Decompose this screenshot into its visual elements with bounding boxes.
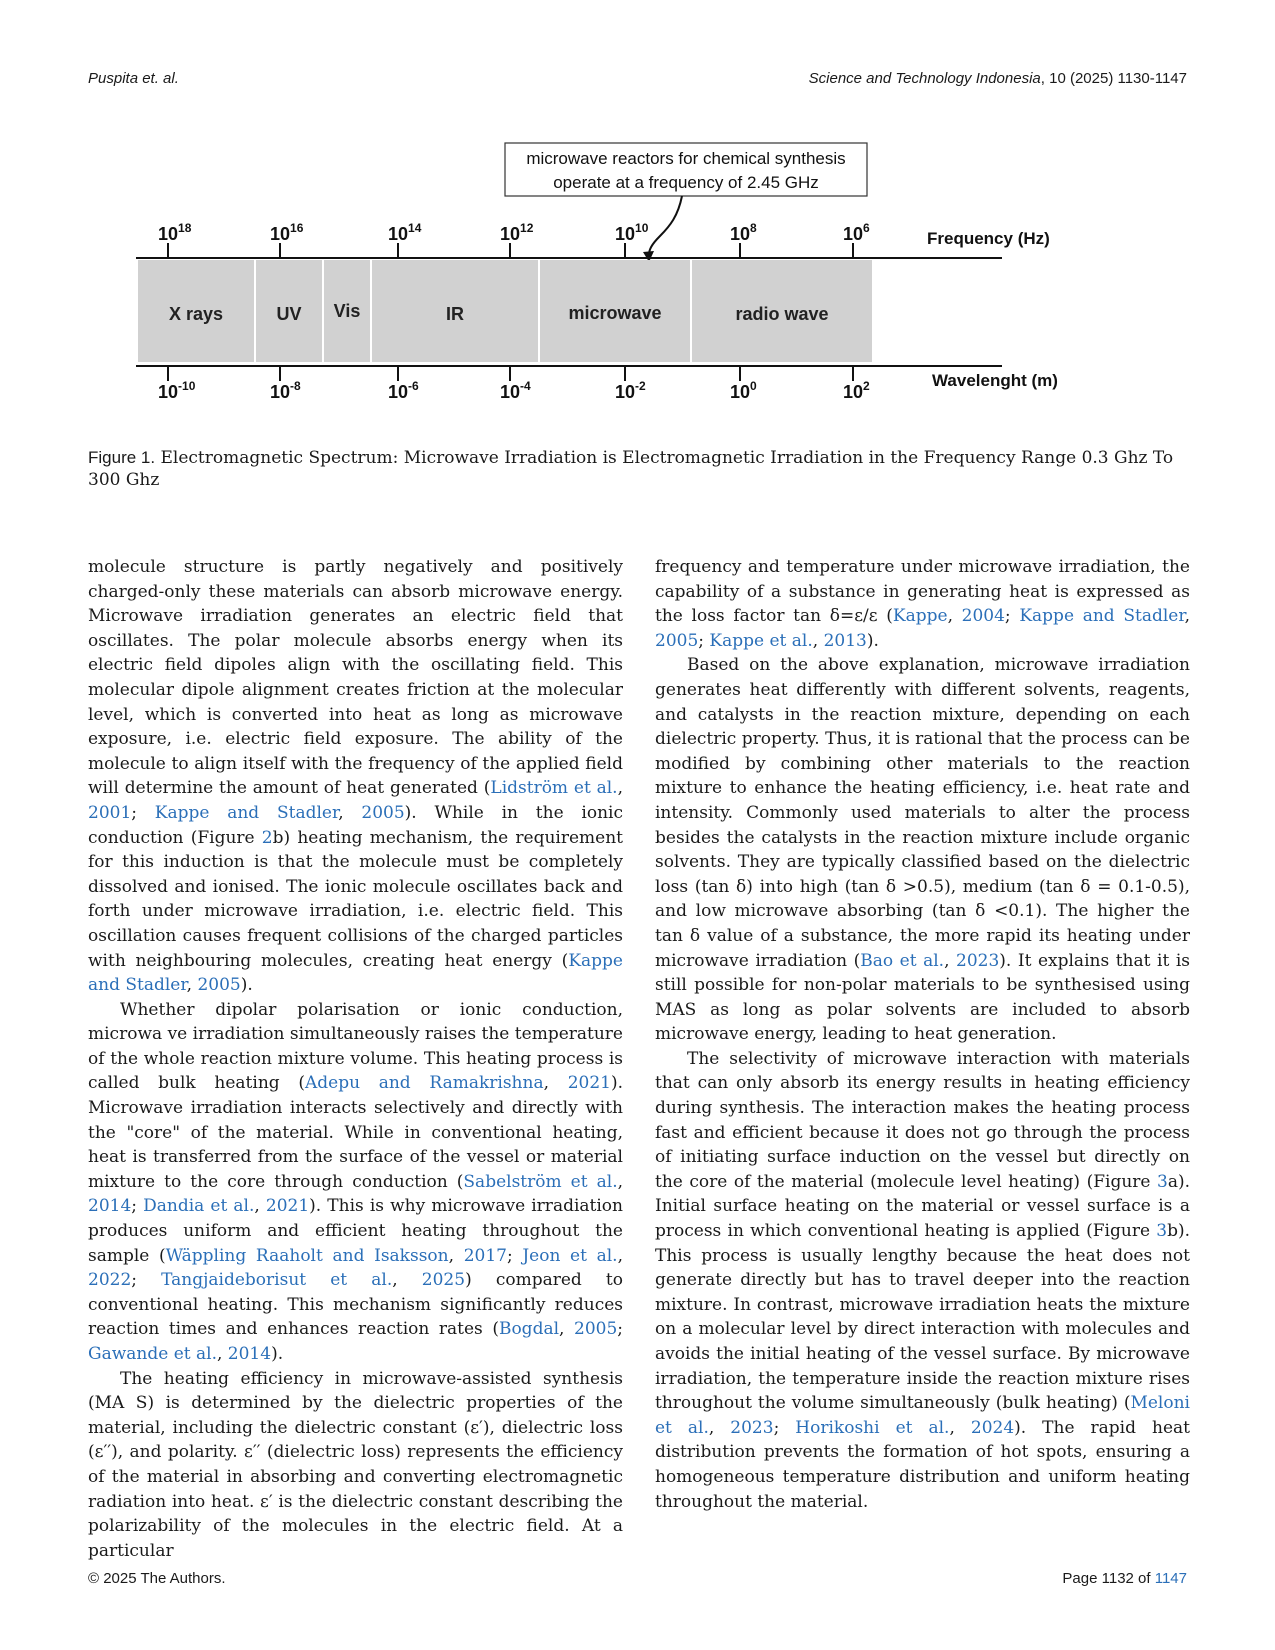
callout-arrow [649, 196, 682, 258]
wavelength-tick-base: 10 [500, 382, 521, 402]
wavelength-tick-label [388, 379, 419, 402]
paragraph-text: ; [1004, 606, 1020, 627]
paragraph-text: Based on the above explanation, microwave irradiation generates heat differently with different solvents, reagents, and catalysts in the reaction mixture, depending on each dielectric property. Thus, it is rational that the process can be modified by combining other materials to the reaction mixture to enhance the heating efficiency, i.e. heat rate and intensity. Commonly used materials to alter the process besides the catalysts in the reaction mixture include organic solvents. They are typically classified based on the dielectric loss (tan δ) into high (tan δ >0.5), medium (tan δ = 0.1-0.5), and low microwave absorbing (tan δ <0.1). The higher the tan δ value of a substance, the more rapid its heating under microwave irradiation ( [655, 655, 1190, 971]
caption-label: Figure 1. [88, 448, 156, 467]
citation-link[interactable]: 2023 [730, 1417, 774, 1438]
frequency-ticks [158, 221, 870, 258]
wavelength-ticks [158, 366, 870, 402]
band-label: X rays [168, 304, 224, 324]
frequency-tick-label [730, 221, 757, 244]
footer-copyright: © 2025 The Authors. [88, 1570, 226, 1587]
frequency-tick-label [500, 221, 534, 244]
paragraph-text: , [216, 1344, 228, 1364]
paragraph [88, 555, 623, 998]
frequency-tick-label [615, 221, 649, 244]
page-total-link[interactable]: 1147 [1154, 1570, 1187, 1587]
citation-link[interactable]: 2013 [823, 630, 867, 651]
citation-link[interactable]: Tangjaideborisut et al. [161, 1270, 393, 1291]
wavelength-tick-exponent: 2 [863, 379, 870, 393]
paragraph-text: , [392, 1270, 422, 1291]
paragraph-text: Whether dipolar polarisation or ionic conduction, microwa ve irradiation simultaneously raises the temperature of the whole reaction mixture volume. This heating process is called bulk heating ( [88, 999, 623, 1094]
paragraph-text: ). [866, 630, 879, 651]
caption-text: Electromagnetic Spectrum: Microwave Irradiation is Electromagnetic Irradiation in the Frequency Range 0.3 Ghz To 300 Ghz [88, 448, 1174, 490]
journal-name: Science and Technology Indonesia [808, 70, 1041, 87]
citation-link[interactable]: Bao et al. [860, 950, 945, 971]
wavelength-tick-exponent: -10 [178, 379, 196, 393]
citation-link[interactable]: 2021 [265, 1196, 310, 1217]
paragraph-text: ). This is why microwave irradiation produces uniform and efficient heating throughout the sample ( [88, 1196, 623, 1266]
wavelength-axis-label: Wavelenght (m) [932, 371, 1058, 390]
citation-link[interactable]: Kappe [892, 606, 948, 627]
frequency-tick-base: 10 [615, 224, 636, 244]
citation-link[interactable]: Dandia et al. [143, 1196, 255, 1217]
callout-line-2: operate at a frequency of 2.45 GHz [553, 173, 819, 192]
paragraph-text: ). Microwave irradiation interacts selectively and directly with the "core" of the material. While in conventional heating, heat is transferred from the surface of the vessel or material mixture to the core through conduction ( [88, 1073, 623, 1192]
paragraph-text: ; [698, 630, 710, 651]
citation-link[interactable]: 2017 [463, 1245, 507, 1266]
frequency-tick-base: 10 [270, 224, 291, 244]
citation-link[interactable]: Meloni et al. [655, 1393, 1190, 1438]
figure-caption [88, 447, 1188, 491]
band-label: radio wave [735, 304, 829, 324]
paragraph-text: ; [131, 802, 155, 823]
paragraph-text: ). While in the ionic conduction (Figure [88, 802, 623, 848]
paragraph-text: , [448, 1245, 464, 1266]
paragraph-text: ) compared to conventional heating. This mechanism significantly reduces reaction times and enhances reaction rates ( [88, 1270, 623, 1340]
paragraph-text: The selectivity of microwave interaction with materials that can only absorb its energy results in heating efficiency during synthesis. The interaction makes the heating process fast and efficient because it does not go through the process of initiating surface induction on the vessel but directly on the core of the material (molecule level heating) (Figure [655, 1048, 1190, 1192]
paragraph-text: , [1184, 606, 1190, 627]
citation-link[interactable]: 2005 [574, 1319, 618, 1340]
wavelength-tick-label [158, 379, 196, 402]
band-label: microwave [568, 303, 662, 323]
wavelength-tick-label [270, 379, 301, 402]
citation-link[interactable]: 2005 [655, 630, 699, 651]
paragraph-text: , [708, 1417, 731, 1438]
wavelength-tick-base: 10 [615, 382, 636, 402]
wavelength-tick-exponent: 0 [750, 379, 757, 393]
paragraph-text: ). It explains that it is still possible for non-polar materials to be synthesised using MAS as long as polar solvents are included to absorb microwave energy, leading to heat generation. [655, 950, 1190, 1045]
right-column [655, 555, 1190, 1514]
frequency-tick-label [158, 221, 192, 244]
frequency-tick-exponent: 18 [178, 221, 192, 235]
frequency-tick-exponent: 10 [635, 221, 649, 235]
citation-link[interactable]: 2024 [970, 1417, 1015, 1438]
spectrum-diagram [130, 140, 1150, 430]
citation-link[interactable]: Sabelström et al. [463, 1171, 618, 1192]
citation-link[interactable]: 3 [1156, 1221, 1168, 1242]
frequency-tick-base: 10 [388, 224, 409, 244]
citation-link[interactable]: Bogdal [498, 1319, 560, 1340]
citation-link[interactable]: Lidström et al. [490, 778, 618, 799]
frequency-axis-label: Frequency (Hz) [927, 229, 1050, 248]
frequency-tick-base: 10 [500, 224, 521, 244]
figure-electromagnetic-spectrum [130, 140, 1150, 430]
running-header-journal [809, 70, 1187, 87]
citation-link[interactable]: Jeon et al. [522, 1245, 618, 1266]
citation-link[interactable]: Horikoshi et al. [795, 1417, 950, 1438]
wavelength-tick-label [500, 379, 531, 402]
paragraph-text: , [617, 1245, 623, 1266]
citation-link[interactable]: 2022 [88, 1270, 132, 1291]
paragraph [655, 1047, 1190, 1514]
frequency-tick-label [388, 221, 422, 244]
journal-volume-pages: , 10 (2025) 1130-1147 [1040, 70, 1187, 87]
paragraph-text: ; [617, 1319, 623, 1340]
citation-link[interactable]: Wäppling Raaholt and Isaksson [165, 1245, 449, 1266]
band-label: IR [446, 304, 464, 324]
frequency-tick-exponent: 8 [750, 221, 757, 235]
paragraph-text: ). [240, 975, 253, 996]
band-label: UV [276, 304, 302, 324]
paragraph-text: frequency and temperature under microwave irradiation, the capability of a substance in generating heat is expressed as the loss factor tan δ=ε/ε ( [655, 557, 1190, 627]
citation-link[interactable]: 2014 [227, 1344, 272, 1364]
citation-link[interactable]: 2023 [956, 950, 1000, 971]
citation-link[interactable]: Gawande et al. [88, 1344, 217, 1364]
citation-link[interactable]: Kappe and Stadler [154, 802, 339, 823]
paragraph-text: , [559, 1319, 574, 1340]
wavelength-tick-base: 10 [843, 382, 864, 402]
footer-page-number [1062, 1570, 1187, 1587]
frequency-tick-base: 10 [158, 224, 179, 244]
wavelength-tick-base: 10 [270, 382, 291, 402]
paragraph [88, 1367, 623, 1564]
paragraph-text: b). This process is usually lengthy because the heat does not generate directly but has to travel deeper into the reaction mixture. In contrast, microwave irradiation heats the mixture on a molecular level by direct interaction with molecules and avoids the initial heating of the vessel surface. By microwave irradiation, the temperature inside the reaction mixture rises throughout the volume simultaneously (bulk heating) ( [655, 1221, 1190, 1414]
running-header-authors: Puspita et. al. [88, 70, 179, 87]
wavelength-tick-label [843, 379, 870, 402]
paragraph-text: , [254, 1196, 266, 1217]
frequency-tick-exponent: 12 [520, 221, 534, 235]
paragraph-text: ). [271, 1344, 284, 1364]
wavelength-tick-base: 10 [158, 382, 179, 402]
left-column [88, 555, 623, 1563]
citation-link[interactable]: 2005 [197, 975, 241, 996]
wavelength-tick-label [615, 379, 646, 402]
wavelength-tick-label [730, 379, 757, 402]
paragraph-text: , [543, 1073, 568, 1094]
callout-line-1: microwave reactors for chemical synthesis [526, 149, 846, 168]
band-label: Vis [333, 301, 361, 321]
paragraph-text: ; [506, 1245, 523, 1266]
frequency-tick-exponent: 6 [863, 221, 870, 235]
citation-link[interactable]: 2021 [567, 1073, 611, 1094]
paragraph-text: b) heating mechanism, the requirement for this induction is that the molecule must be completely dissolved and ionised. The ionic molecule oscillates back and forth under microwave irradiation, i.e. electric field. This oscillation causes frequent collisions of the charged particles with neighbouring molecules, creating heat energy ( [88, 827, 623, 971]
citation-link[interactable]: 2005 [361, 802, 405, 823]
paragraph-text: ; [131, 1270, 162, 1291]
paragraph-text: ). The rapid heat distribution prevents the formation of hot spots, ensuring a homogeneous temperature distribution and uniform heating throughout the material. [655, 1417, 1190, 1512]
frequency-tick-base: 10 [730, 224, 751, 244]
wavelength-tick-base: 10 [388, 382, 409, 402]
citation-link[interactable]: 3 [1157, 1171, 1168, 1192]
citation-link[interactable]: Adepu and Ramakrishna [304, 1073, 544, 1094]
citation-link[interactable]: 2 [261, 827, 273, 848]
paragraph-text: a). Initial surface heating on the material or vessel surface is a process in which conventional heating is applied (Figure [655, 1171, 1190, 1242]
wavelength-tick-exponent: -2 [635, 379, 646, 393]
citation-link[interactable]: Kappe and Stadler [1019, 606, 1185, 627]
citation-link[interactable]: 2014 [88, 1196, 132, 1217]
frequency-tick-exponent: 14 [408, 221, 422, 235]
paragraph [655, 653, 1190, 1047]
paragraph-text: ; [773, 1417, 796, 1438]
citation-link[interactable]: Kappe and Stadler [88, 950, 623, 996]
paragraph-text: , [944, 950, 957, 971]
citation-link[interactable]: 2001 [88, 802, 132, 823]
paragraph [655, 555, 1190, 653]
wavelength-tick-base: 10 [730, 382, 751, 402]
frequency-tick-label [843, 221, 870, 244]
paragraph-text: , [947, 606, 962, 627]
citation-link[interactable]: 2004 [961, 606, 1005, 627]
paragraph-text: , [338, 802, 362, 823]
frequency-tick-label [270, 221, 304, 244]
frequency-tick-base: 10 [843, 224, 864, 244]
wavelength-tick-exponent: -8 [290, 379, 301, 393]
paragraph-text: The heating efficiency in microwave-assisted synthesis (MA S) is determined by the dielectric properties of the material, including the dielectric constant (ε′), dielectric loss (ε′′), and polarity. ε′′ (dielectric loss) represents the efficiency of the material in absorbing and converting electromagnetic radiation into heat. ε′ is the dielectric constant describing the polarizability of the molecules in the electric field. At a particular [88, 1368, 623, 1561]
citation-link[interactable]: Kappe et al. [709, 630, 813, 651]
spectrum-bands [138, 260, 872, 362]
wavelength-tick-exponent: -6 [408, 379, 419, 393]
paragraph [88, 998, 623, 1367]
paragraph-text: ; [131, 1196, 144, 1217]
paragraph-text: , [812, 630, 824, 651]
paragraph-text: , [949, 1417, 971, 1438]
citation-link[interactable]: 2025 [421, 1270, 466, 1291]
paragraph-text: , [617, 778, 623, 799]
wavelength-tick-exponent: -4 [520, 379, 531, 393]
page-prefix: Page 1132 of [1062, 1570, 1155, 1587]
paragraph-text: , [186, 975, 198, 996]
paragraph-text: molecule structure is partly negatively and positively charged-only these materials can absorb microwave energy. Microwave irradiation generates an electric field that oscillates. The polar molecule absorbs energy when its electric field dipoles align with the oscillating field. This molecular dipole alignment creates friction at the molecular level, which is converted into heat as long as microwave exposure, i.e. electric field exposure. The ability of the molecule to align itself with the frequency of the applied field will determine the amount of heat generated ( [88, 557, 623, 799]
paragraph-text: , [617, 1171, 624, 1192]
frequency-tick-exponent: 16 [290, 221, 304, 235]
